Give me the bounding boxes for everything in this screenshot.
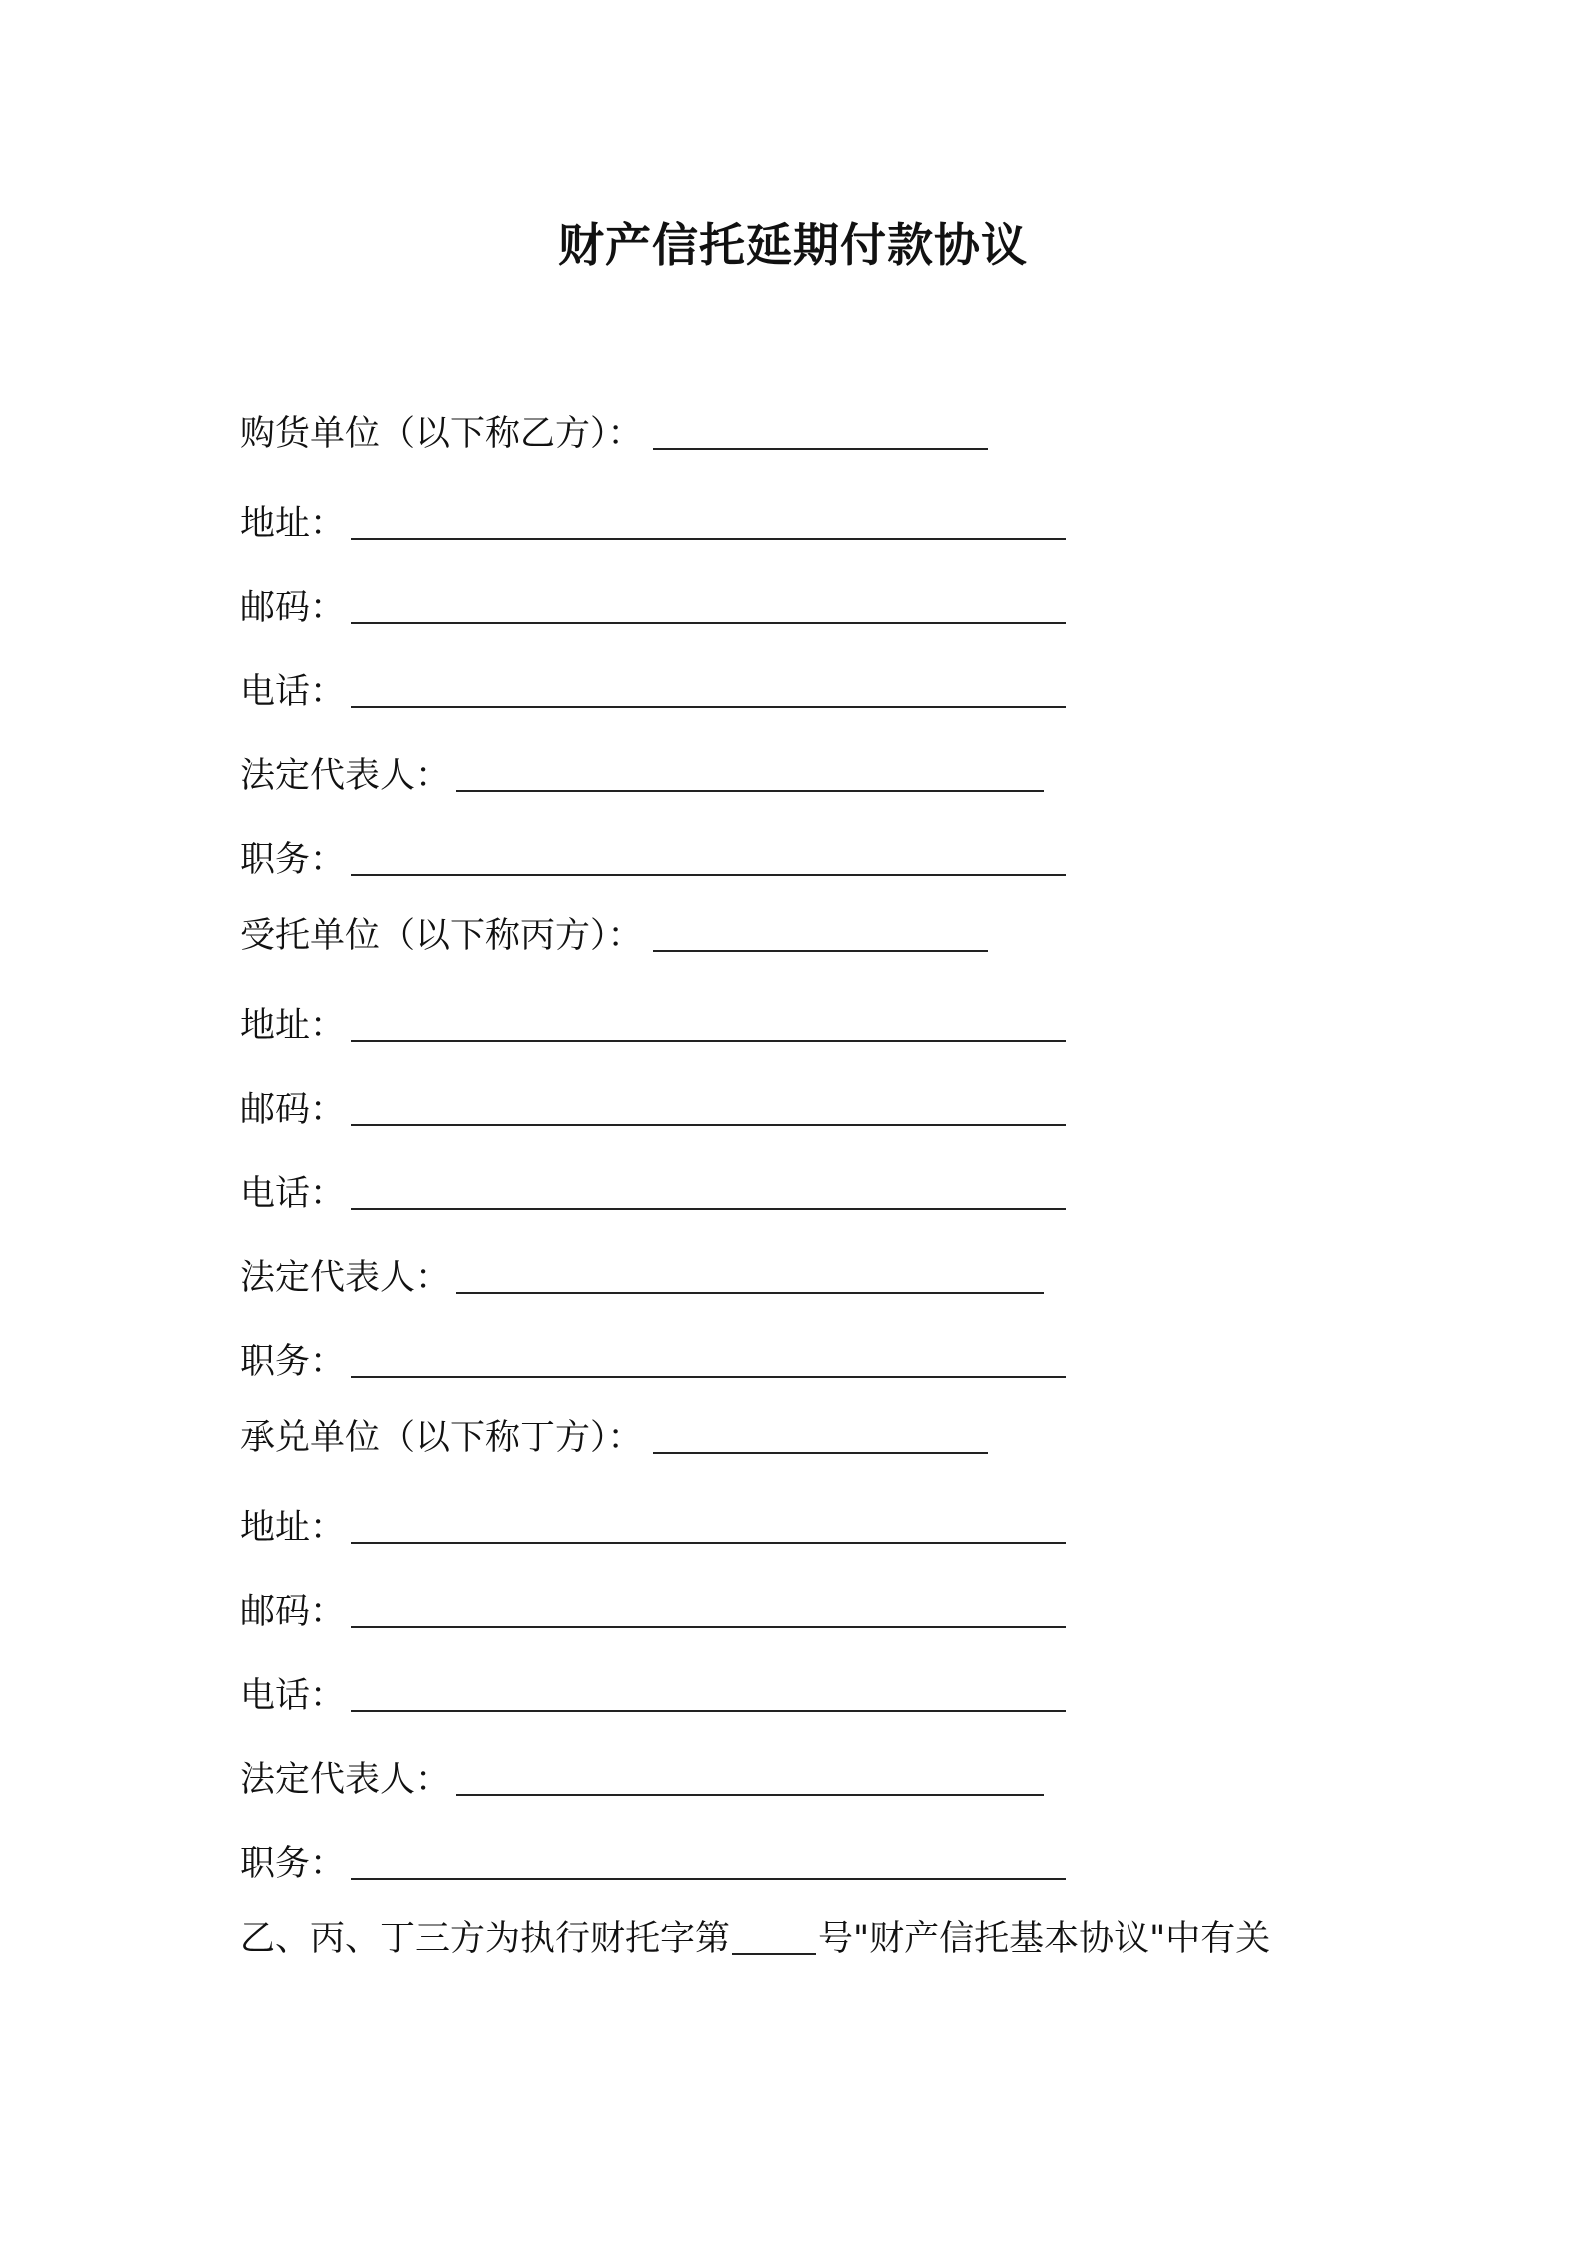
party-c-phone-label: 电话： — [240, 1174, 346, 1214]
party-d-postcode-blank[interactable] — [351, 1626, 1066, 1628]
party-c-legal-rep-label: 法定代表人： — [240, 1258, 451, 1298]
party-d-postcode-label: 邮码： — [240, 1592, 346, 1632]
party-b-position-row — [240, 836, 1066, 884]
party-d-legal-rep-label: 法定代表人： — [240, 1760, 451, 1800]
party-c-heading-row — [240, 912, 988, 960]
party-c-legal-rep-row — [240, 1254, 1044, 1302]
party-b-position-label: 职务： — [240, 840, 346, 880]
party-d-phone-blank[interactable] — [351, 1710, 1066, 1712]
party-b-name-blank[interactable] — [653, 448, 988, 450]
party-c-position-label: 职务： — [240, 1342, 346, 1382]
party-b-heading-row — [240, 410, 988, 458]
party-b-address-label: 地址： — [240, 504, 346, 544]
party-c-postcode-label: 邮码： — [240, 1090, 346, 1130]
party-b-postcode-row — [240, 584, 1066, 632]
party-d-phone-row — [240, 1672, 1066, 1720]
party-b-phone-blank[interactable] — [351, 706, 1066, 708]
party-d-position-label: 职务： — [240, 1844, 346, 1884]
party-d-heading: 承兑单位（以下称丁方）： — [240, 1418, 643, 1458]
party-c-heading: 受托单位（以下称丙方）： — [240, 916, 643, 956]
party-c-position-row — [240, 1338, 1066, 1386]
party-c-phone-row — [240, 1170, 1066, 1218]
party-d-name-blank[interactable] — [653, 1452, 988, 1454]
party-b-address-blank[interactable] — [351, 538, 1066, 540]
page-title: 财产信托延期付款协议 — [558, 218, 1028, 272]
party-b-legal-rep-label: 法定代表人： — [240, 756, 451, 796]
party-c-address-label: 地址： — [240, 1006, 346, 1046]
party-c-phone-blank[interactable] — [351, 1208, 1066, 1210]
party-c-position-blank[interactable] — [351, 1376, 1066, 1378]
contract-number-blank[interactable] — [732, 1953, 816, 1955]
party-c-postcode-row — [240, 1086, 1066, 1134]
party-d-address-label: 地址： — [240, 1508, 346, 1548]
party-b-phone-label: 电话： — [240, 672, 346, 712]
party-b-legal-rep-blank[interactable] — [456, 790, 1044, 792]
party-d-position-blank[interactable] — [351, 1878, 1066, 1880]
party-c-address-row — [240, 1002, 1066, 1050]
party-b-position-blank[interactable] — [351, 874, 1066, 876]
party-b-phone-row — [240, 668, 1066, 716]
party-d-phone-label: 电话： — [240, 1676, 346, 1716]
party-b-postcode-label: 邮码： — [240, 588, 346, 628]
party-b-postcode-blank[interactable] — [351, 622, 1066, 624]
party-d-heading-row — [240, 1414, 988, 1462]
party-b-address-row — [240, 500, 1066, 548]
party-d-legal-rep-blank[interactable] — [456, 1794, 1044, 1796]
party-c-postcode-blank[interactable] — [351, 1124, 1066, 1126]
clause-text-after: 号"财产信托基本协议"中有关 — [818, 1919, 1271, 1959]
party-d-address-row — [240, 1504, 1066, 1552]
party-d-position-row — [240, 1840, 1066, 1888]
party-c-legal-rep-blank[interactable] — [456, 1292, 1044, 1294]
party-b-heading: 购货单位（以下称乙方）： — [240, 414, 643, 454]
party-c-name-blank[interactable] — [653, 950, 988, 952]
party-d-postcode-row — [240, 1588, 1066, 1636]
party-d-address-blank[interactable] — [351, 1542, 1066, 1544]
clause-text-before: 乙、丙、丁三方为执行财托字第 — [240, 1919, 731, 1959]
party-b-legal-rep-row — [240, 752, 1044, 800]
party-d-legal-rep-row — [240, 1756, 1044, 1804]
agreement-clause — [240, 1915, 1270, 1963]
party-c-address-blank[interactable] — [351, 1040, 1066, 1042]
